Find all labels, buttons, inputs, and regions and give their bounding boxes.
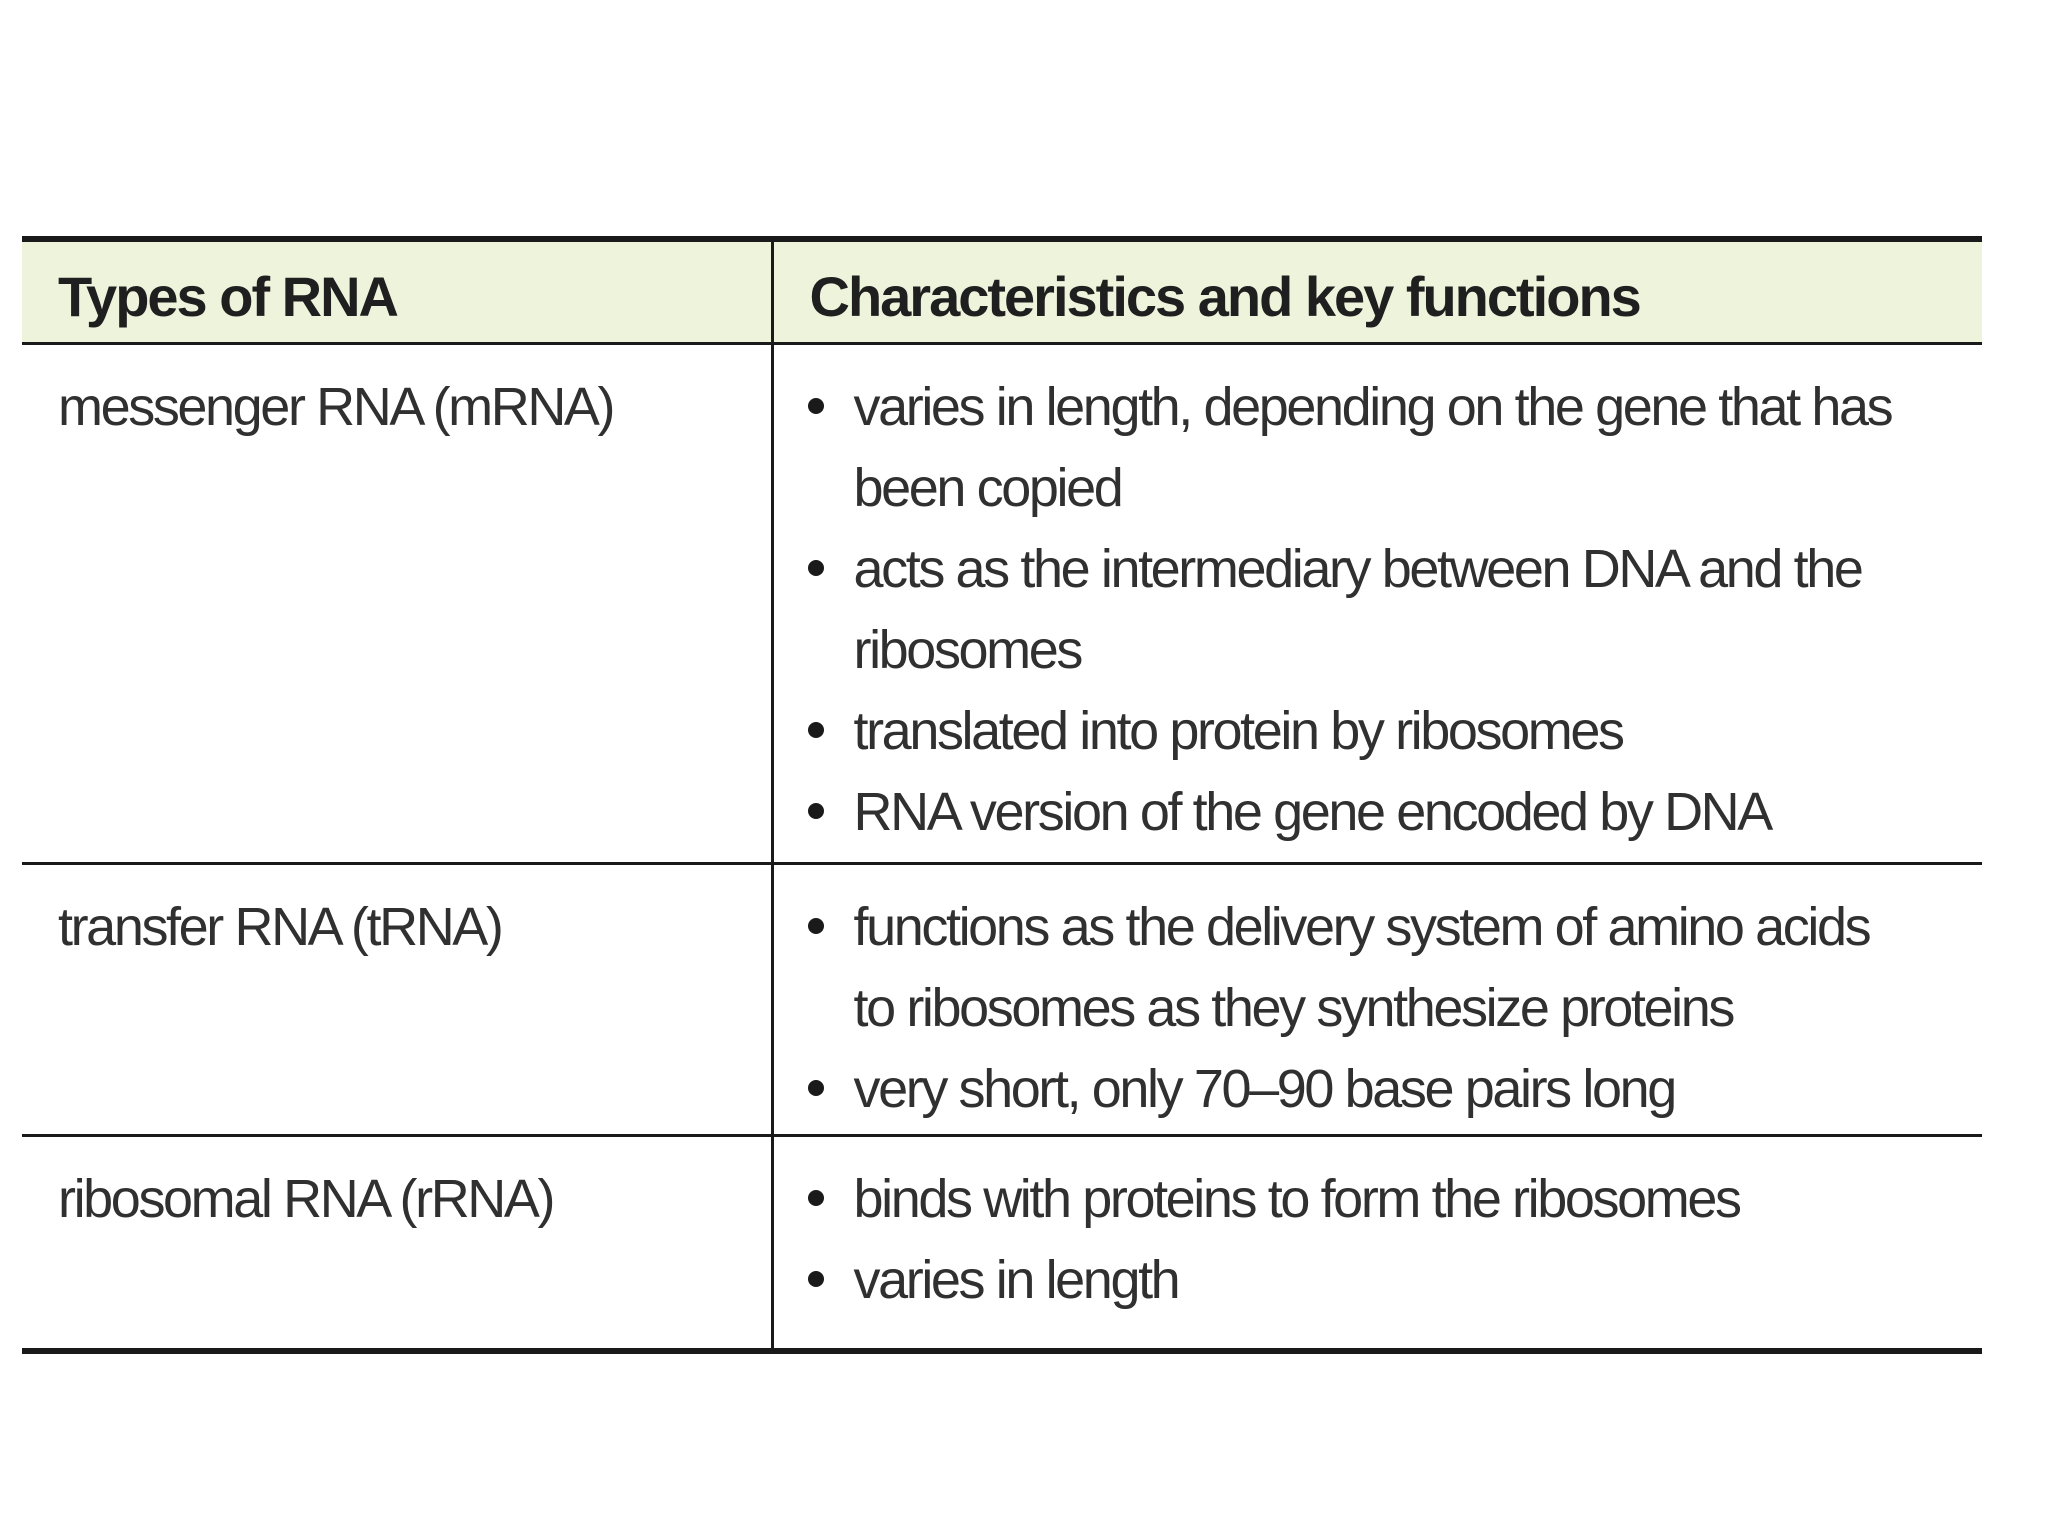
table-row-trna bbox=[22, 863, 1982, 1135]
list-item bbox=[808, 691, 1923, 772]
characteristics-cell bbox=[772, 1135, 1982, 1351]
list-item bbox=[808, 529, 1923, 691]
list-item-text: very short, only 70–90 base pairs long bbox=[853, 1058, 1675, 1119]
bullet-icon bbox=[808, 918, 824, 934]
list-item-text: acts as the intermediary between DNA and the ribosomes bbox=[853, 538, 1862, 680]
list-item bbox=[808, 772, 1923, 853]
table-row-mrna bbox=[22, 343, 1982, 863]
bullet-icon bbox=[808, 1271, 824, 1287]
list-item-text: varies in length, depending on the gene that has been copied bbox=[853, 376, 1892, 518]
list-item bbox=[808, 1240, 1923, 1321]
header-characteristics: Characteristics and key functions bbox=[772, 239, 1982, 343]
rna-type-cell: transfer RNA (tRNA) bbox=[22, 863, 772, 1135]
bullet-icon bbox=[808, 722, 824, 738]
characteristics-list bbox=[808, 1159, 1923, 1321]
list-item bbox=[808, 1159, 1923, 1240]
rna-type-cell: messenger RNA (mRNA) bbox=[22, 343, 772, 863]
characteristics-list bbox=[808, 367, 1923, 853]
list-item-text: RNA version of the gene encoded by DNA bbox=[853, 781, 1771, 842]
list-item-text: binds with proteins to form the ribosomes bbox=[853, 1168, 1740, 1229]
bullet-icon bbox=[808, 1080, 824, 1096]
list-item-text: functions as the delivery system of amino acids to ribosomes as they synthesize proteins bbox=[853, 896, 1870, 1038]
rna-types-table bbox=[22, 236, 1982, 1354]
header-types-of-rna: Types of RNA bbox=[22, 239, 772, 343]
list-item bbox=[808, 1049, 1923, 1130]
bullet-icon bbox=[808, 1190, 824, 1206]
bullet-icon bbox=[808, 398, 824, 414]
list-item-text: varies in length bbox=[853, 1249, 1179, 1310]
characteristics-cell bbox=[772, 863, 1982, 1135]
bullet-icon bbox=[808, 803, 824, 819]
characteristics-cell bbox=[772, 343, 1982, 863]
characteristics-list bbox=[808, 887, 1923, 1130]
table-row-rrna bbox=[22, 1135, 1982, 1351]
list-item bbox=[808, 367, 1923, 529]
list-item bbox=[808, 887, 1923, 1049]
bullet-icon bbox=[808, 560, 824, 576]
rna-type-cell: ribosomal RNA (rRNA) bbox=[22, 1135, 772, 1351]
table-header-row bbox=[22, 239, 1982, 343]
list-item-text: translated into protein by ribosomes bbox=[853, 700, 1623, 761]
